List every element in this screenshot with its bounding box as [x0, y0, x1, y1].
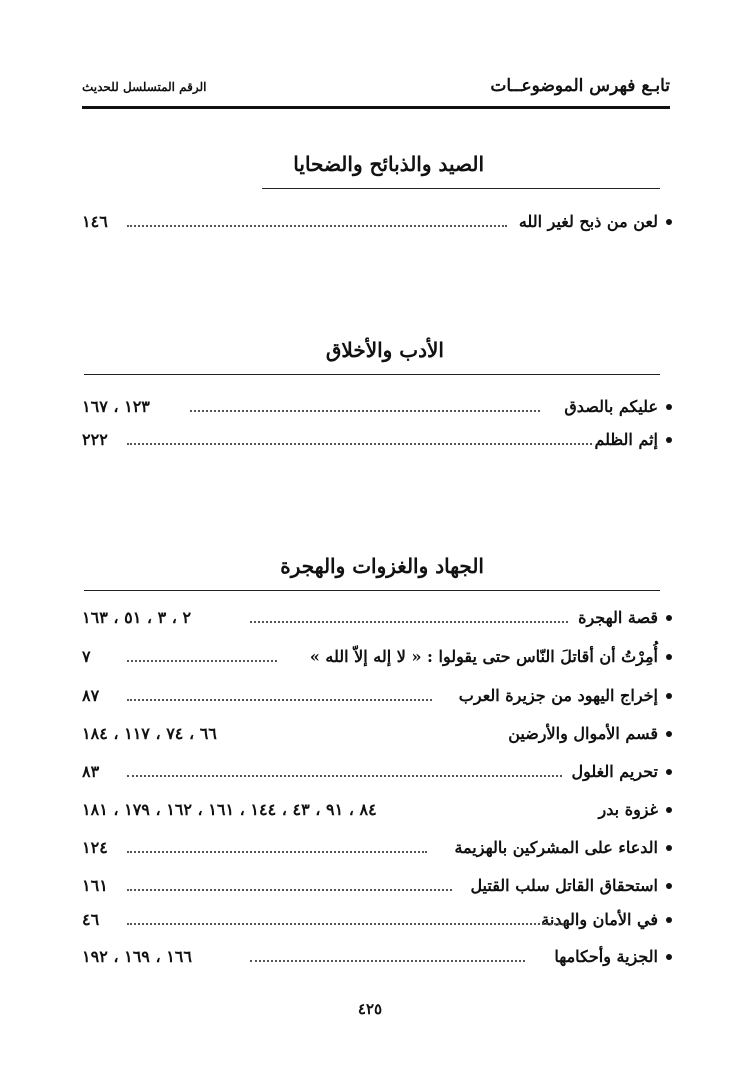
entry-refs: ١٤٦ — [82, 212, 108, 231]
index-entry — [82, 836, 672, 862]
index-entry — [82, 428, 672, 454]
section-rule — [84, 374, 660, 375]
entry-refs: ٢٢٢ — [82, 430, 108, 449]
entry-label: إثم الظلم — [594, 430, 658, 449]
entry-label: عليكم بالصدق — [564, 397, 658, 416]
index-entry — [82, 645, 672, 671]
dot-leader — [127, 443, 592, 445]
index-entry — [82, 606, 672, 632]
index-entry — [82, 798, 672, 824]
dot-leader — [127, 889, 452, 891]
dot-leader — [127, 851, 427, 853]
entry-label: في الأمان والهدنة — [541, 910, 658, 929]
bullet-icon — [666, 769, 672, 775]
section-title-hunting: الصيد والذبائح والضحايا — [293, 152, 484, 176]
bullet-icon — [666, 917, 672, 923]
entry-refs: ١٢٣ ، ١٦٧ — [82, 397, 150, 416]
header-rule — [82, 106, 670, 109]
entry-label: استحقاق القاتل سلب القتيل — [470, 876, 658, 895]
entry-label: غزوة بدر — [598, 800, 658, 819]
bullet-icon — [666, 404, 672, 410]
entry-refs: ٦٦ ، ٧٤ ، ١١٧ ، ١٨٤ — [82, 724, 217, 743]
bullet-icon — [666, 807, 672, 813]
entry-label: الجزية وأحكامها — [554, 947, 658, 966]
entry-label: قسم الأموال والأرضين — [508, 724, 658, 743]
bullet-icon — [666, 954, 672, 960]
entry-label: الدعاء على المشركين بالهزيمة — [454, 838, 658, 857]
bullet-icon — [666, 437, 672, 443]
bullet-icon — [666, 883, 672, 889]
index-entry — [82, 945, 672, 971]
index-entry — [82, 874, 672, 900]
section-rule — [262, 188, 660, 189]
entry-refs: ٨٤ ، ٩١ ، ٤٣ ، ١٤٤ ، ١٦١ ، ١٦٢ ، ١٧٩ ، ١٨١ — [82, 800, 377, 819]
dot-leader — [250, 960, 525, 962]
entry-refs: ٢ ، ٣ ، ٥١ ، ١٦٣ — [82, 608, 192, 627]
entry-refs: ٨٣ — [82, 762, 100, 781]
bullet-icon — [666, 654, 672, 660]
dot-leader — [190, 410, 540, 412]
entry-refs: ١٦٦ ، ١٦٩ ، ١٩٢ — [82, 947, 192, 966]
entry-label: لعن من ذبح لغير الله — [518, 212, 658, 231]
entry-refs: ٧ — [82, 647, 91, 666]
entry-refs: ٤٦ — [82, 910, 100, 929]
bullet-icon — [666, 219, 672, 225]
entry-refs: ١٦١ — [82, 876, 108, 895]
dot-leader — [127, 775, 562, 777]
dot-leader — [127, 660, 277, 662]
entry-label: قصة الهجرة — [578, 608, 658, 627]
section-title-jihad: الجهاد والغزوات والهجرة — [280, 554, 484, 578]
entry-refs: ١٢٤ — [82, 838, 108, 857]
index-entry — [82, 760, 672, 786]
entry-refs: ٨٧ — [82, 686, 100, 705]
index-entry — [82, 908, 672, 934]
index-entry — [82, 395, 672, 421]
dot-leader — [127, 923, 567, 925]
section-title-manners: الأدب والأخلاق — [325, 338, 444, 362]
index-entry — [82, 722, 672, 748]
section-rule — [84, 590, 660, 591]
column-label: الرقم المتسلسل للحديث — [82, 80, 207, 94]
bullet-icon — [666, 615, 672, 621]
dot-leader — [127, 225, 507, 227]
bullet-icon — [666, 845, 672, 851]
entry-label: أُمِرْتُ أن أقاتلَ النّاس حتى يقولوا : « لا إله إلاّ الله » — [309, 647, 658, 666]
dot-leader — [127, 699, 432, 701]
page-number: ٤٢٥ — [357, 1000, 383, 1018]
index-entry — [82, 684, 672, 710]
bullet-icon — [666, 693, 672, 699]
entry-label: إخراج اليهود من جزيرة العرب — [458, 686, 658, 705]
entry-label: تحريم الغلول — [571, 762, 658, 781]
bullet-icon — [666, 731, 672, 737]
dot-leader — [250, 621, 568, 623]
index-entry — [82, 210, 672, 236]
page-header — [82, 72, 670, 102]
running-title: تابـع فهرس الموضوعــات — [490, 76, 670, 96]
